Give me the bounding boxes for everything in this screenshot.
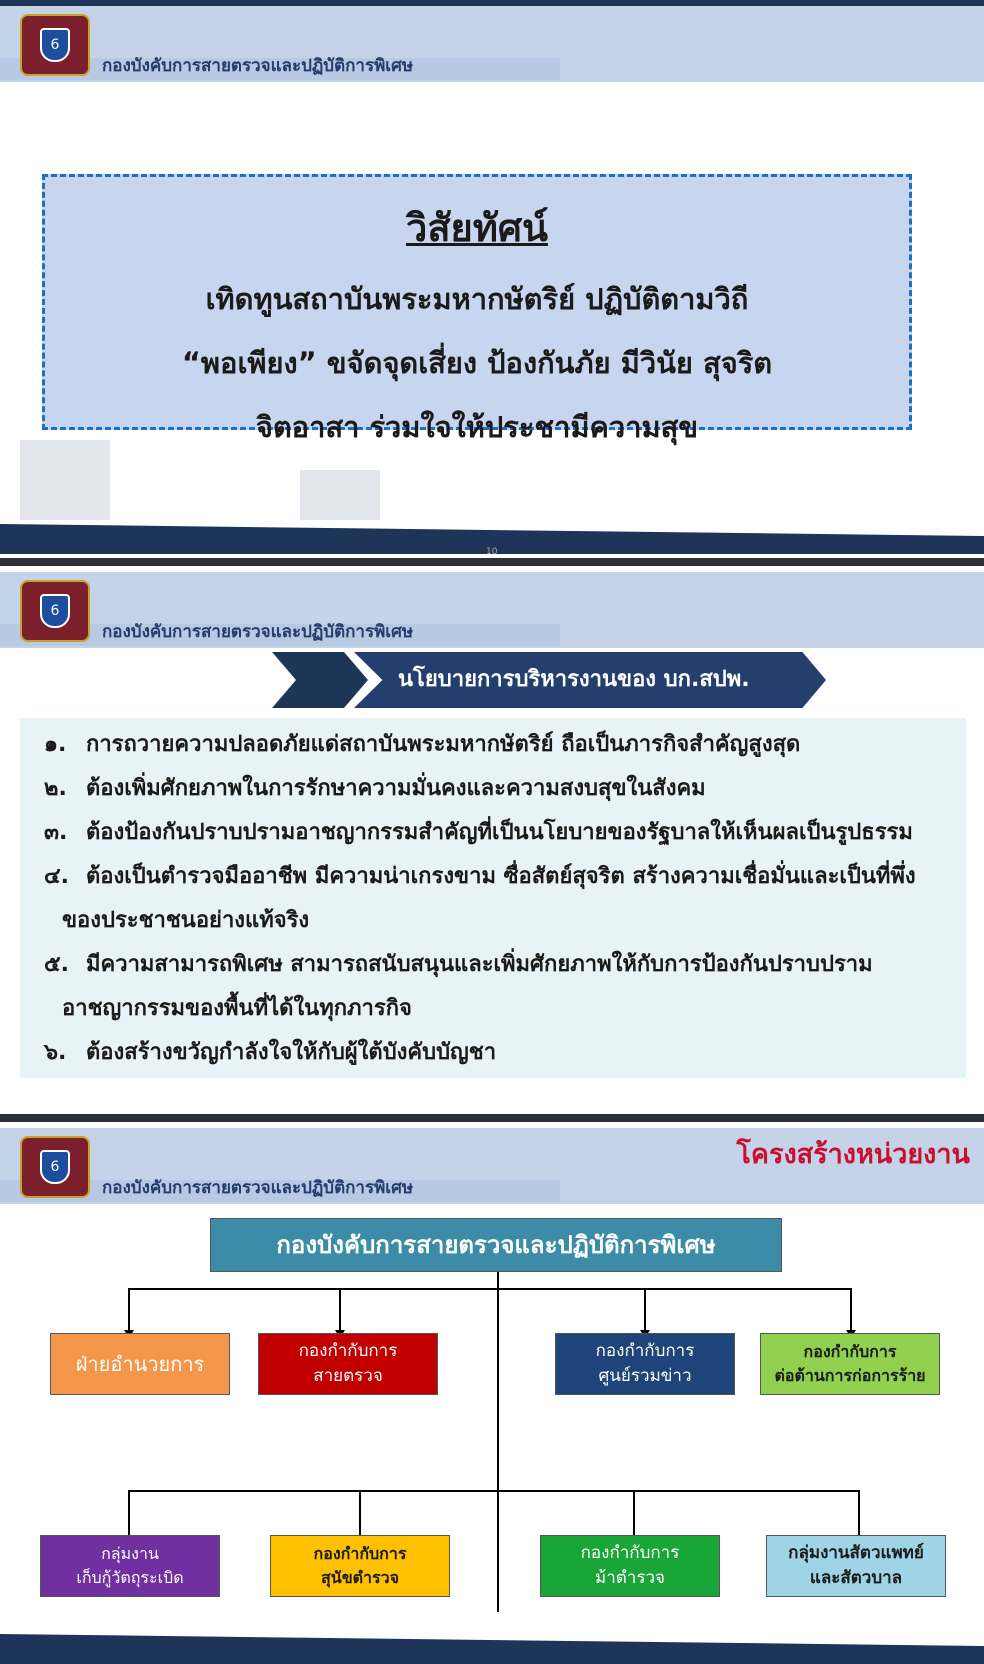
- building-graphic: [300, 470, 380, 520]
- list-item-continued: ของประชาชนอย่างแท้จริง: [62, 908, 310, 933]
- structure-slide: [0, 1122, 984, 1664]
- footer-bar: [0, 1634, 984, 1664]
- building-graphic: [20, 440, 110, 520]
- org-unit-mounted-police: กองกำกับการ ม้าตำรวจ: [540, 1535, 720, 1597]
- list-item: ๓. ต้องป้องกันปราบปรามอาชญากรรมสำคัญที่เป็นนโยบายของรัฐบาลให้เห็นผลเป็นรูปธรรม: [44, 820, 913, 845]
- org-name: กองบังคับการสายตรวจและปฏิบัติการพิเศษ: [102, 56, 414, 75]
- chevron-icon: [272, 652, 368, 708]
- org-chart-root: กองบังคับการสายตรวจและปฏิบัติการพิเศษ: [210, 1218, 782, 1272]
- org-unit-k9: กองกำกับการ สุนัขตำรวจ: [270, 1535, 450, 1597]
- org-name: กองบังคับการสายตรวจและปฏิบัติการพิเศษ: [102, 622, 414, 641]
- list-item: ๕. มีความสามารถพิเศษ สามารถสนับสนุนและเพิ่มศักยภาพให้กับการป้องกันปราบปราม: [44, 952, 873, 977]
- org-unit-intelligence-center: กองกำกับการ ศูนย์รวมข่าว: [555, 1333, 735, 1395]
- connector-line: [128, 1490, 858, 1492]
- org-unit-patrol: กองกำกับการ สายตรวจ: [258, 1333, 438, 1395]
- connector-line: [128, 1288, 850, 1290]
- connector-line: [497, 1272, 499, 1612]
- org-unit-eod: กลุ่มงาน เก็บกู้วัตถุระเบิด: [40, 1535, 220, 1597]
- policy-list: [20, 718, 966, 1078]
- vision-line: เทิดทูนสถาบันพระมหากษัตริย์ ปฏิบัติตามวิถี: [205, 282, 749, 316]
- org-unit-administration: ฝ่ายอำนวยการ: [50, 1333, 230, 1395]
- vision-box: [42, 174, 912, 444]
- list-item: ๖. ต้องสร้างขวัญกำลังใจให้กับผู้ใต้บังคับบัญชา: [44, 1040, 497, 1065]
- org-name: กองบังคับการสายตรวจและปฏิบัติการพิเศษ: [102, 1178, 414, 1197]
- org-unit-counter-terrorism: กองกำกับการ ต่อต้านการก่อการร้าย: [760, 1333, 940, 1395]
- connector-line: [644, 1288, 646, 1334]
- connector-line: [128, 1288, 130, 1334]
- vision-line: “พอเพียง” ขจัดจุดเสี่ยง ป้องกันภัย มีวินัย สุจริต: [181, 346, 773, 380]
- list-item: ๑. การถวายความปลอดภัยแด่สถาบันพระมหากษัตริย์ ถือเป็นภารกิจสำคัญสูงสุด: [44, 732, 801, 757]
- connector-line: [850, 1288, 852, 1334]
- org-unit-veterinary: กลุ่มงานสัตวแพทย์ และสัตวบาล: [766, 1535, 946, 1597]
- list-item: ๒. ต้องเพิ่มศักยภาพในการรักษาความมั่นคงและความสงบสุขในสังคม: [44, 776, 706, 801]
- page-number: 10: [486, 547, 498, 557]
- connector-line: [339, 1288, 341, 1334]
- list-item-continued: อาชญากรรมของพื้นที่ได้ในทุกภารกิจ: [62, 996, 412, 1021]
- policy-title: นโยบายการบริหารงานของ บก.สปพ.: [398, 667, 750, 692]
- vision-line: จิตอาสา ร่วมใจให้ประชามีความสุข: [255, 410, 699, 444]
- police-emblem-icon: 6: [20, 1136, 90, 1198]
- police-emblem-icon: 6: [20, 14, 90, 76]
- list-item: ๔. ต้องเป็นตำรวจมืออาชีพ มีความน่าเกรงขาม ซื่อสัตย์สุจริต สร้างความเชื่อมั่นและเป็นที่พึ่ง: [44, 864, 916, 889]
- structure-title: โครงสร้างหน่วยงาน: [736, 1139, 970, 1170]
- vision-title: วิสัยทัศน์: [406, 206, 548, 250]
- policy-slide: [0, 566, 984, 1114]
- police-emblem-icon: 6: [20, 580, 90, 642]
- vision-slide: [0, 0, 984, 558]
